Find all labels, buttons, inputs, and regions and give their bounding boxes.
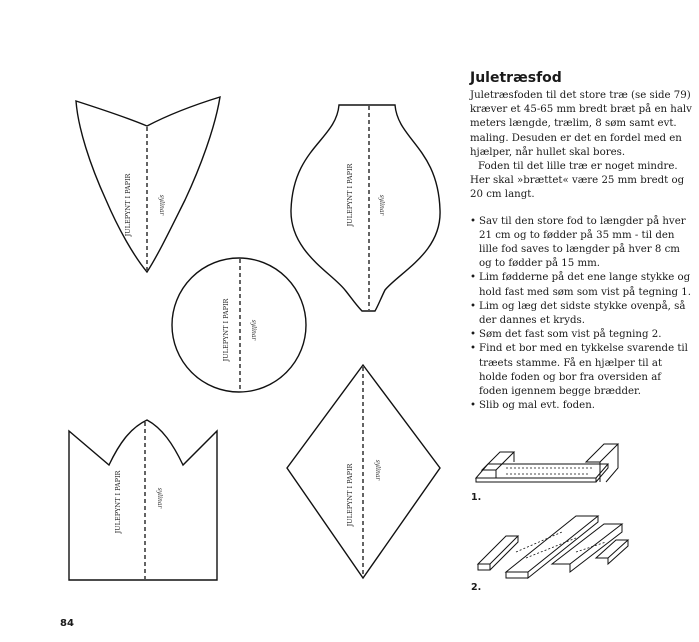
instruction-step: • Lim fødderne på det ene lange stykke og hold fast med søm som vist på tegning 1. bbox=[470, 271, 692, 299]
instruction-step: • Sav til den store fod to længder på hver 21 cm og to fødder på 35 mm - til den lille fod saves to længder på hver 8 cm og to fødder på 15 mm. bbox=[470, 215, 692, 272]
heart-template bbox=[76, 97, 220, 272]
diamond-label: JULEPYNT I PAPIR bbox=[346, 463, 354, 527]
figure-1-label: 1. bbox=[471, 492, 482, 503]
page-number: 84 bbox=[60, 618, 74, 629]
article bbox=[470, 70, 692, 413]
circle-template bbox=[172, 258, 306, 392]
heart-label: JULEPYNT I PAPIR bbox=[124, 173, 132, 237]
instruction-step: • Find et bor med en tykkelse svarende til træets stamme. Få en hjælper til at holde foden og bor fra oversiden af foden igennem begge brædder. bbox=[470, 342, 692, 399]
crown-sublabel: sylinar bbox=[156, 487, 163, 509]
instruction-step: • Lim og læg det sidste stykke ovenpå, så der dannes et kryds. bbox=[470, 300, 692, 328]
instruction-step: • Slib og mal evt. foden. bbox=[470, 399, 692, 413]
article-title: Juletræsfod bbox=[470, 70, 562, 86]
crown-template bbox=[69, 420, 217, 580]
figure-2-label: 2. bbox=[471, 582, 482, 593]
figure-2-drawing bbox=[466, 512, 636, 592]
bauble-template bbox=[291, 105, 440, 311]
instruction-list bbox=[470, 215, 692, 414]
heart-sublabel: sylinar bbox=[158, 194, 165, 216]
bauble-sublabel: sylinar bbox=[378, 194, 385, 216]
instruction-step: • Søm det fast som vist på tegning 2. bbox=[470, 328, 692, 342]
crown-label: JULEPYNT I PAPIR bbox=[114, 470, 122, 534]
article-paragraph: Foden til det lille træ er noget mindre. Her skal »brættet« være 25 mm bredt og 20 cm langt. bbox=[470, 161, 685, 201]
figure-1-drawing bbox=[466, 440, 636, 495]
article-paragraph: Juletræsfoden til det store træ (se side 79) kræver et 45-65 mm bredt bræt på en halv meters længde, trælim, 8 søm samt evt. maling. Desuden er det en fordel med en hjælper, når hullet skal bores. bbox=[470, 90, 692, 158]
circle-label: JULEPYNT I PAPIR bbox=[222, 298, 230, 362]
circle-sublabel: sylinar bbox=[250, 319, 257, 341]
diamond-sublabel: sylinar bbox=[374, 459, 381, 481]
bauble-label: JULEPYNT I PAPIR bbox=[346, 163, 354, 227]
